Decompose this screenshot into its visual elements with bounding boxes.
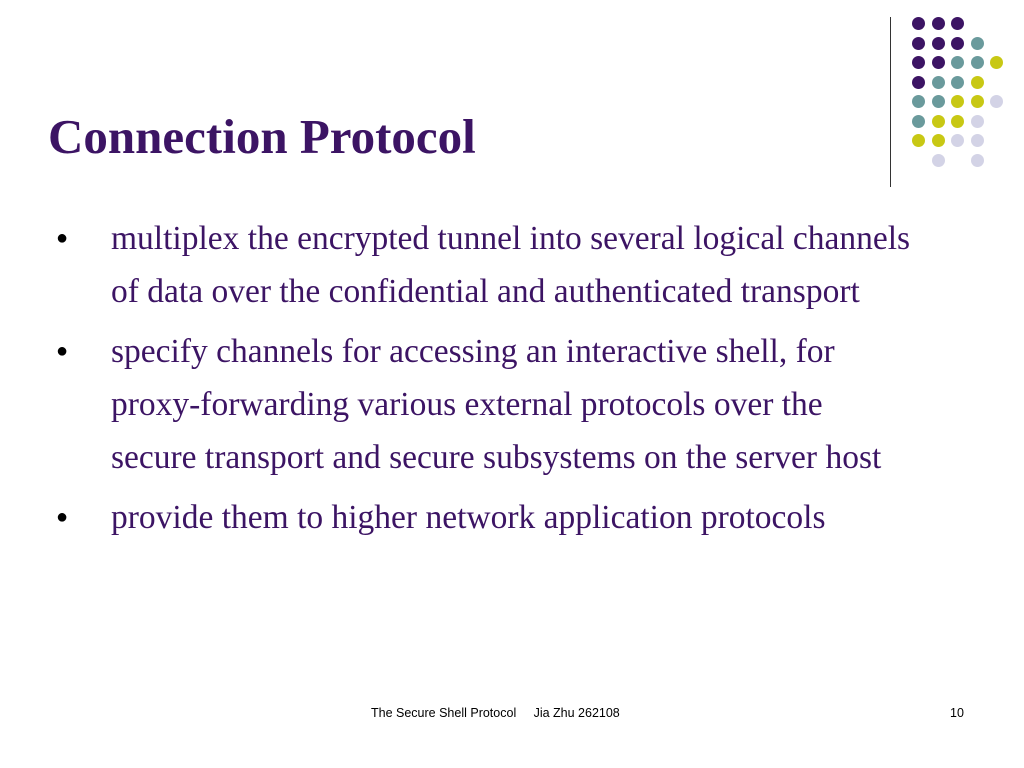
decorative-dot xyxy=(912,56,925,69)
decorative-dot xyxy=(912,95,925,108)
decorative-dot xyxy=(932,95,945,108)
decorative-dot xyxy=(971,76,984,89)
decorative-dot xyxy=(932,115,945,128)
bullet-item xyxy=(56,212,916,318)
bullet-text: specify channels for accessing an interactive shell, for proxy-forwarding various external protocols over the secure transport and secure subsystems on the server host xyxy=(111,333,882,476)
decorative-dot xyxy=(932,154,945,167)
decorative-dot xyxy=(932,76,945,89)
decorative-dot xyxy=(932,37,945,50)
decorative-dot xyxy=(951,115,964,128)
decorative-dot xyxy=(912,17,925,30)
decorative-dot xyxy=(951,56,964,69)
vertical-divider xyxy=(890,17,891,187)
decorative-dot xyxy=(971,56,984,69)
decorative-dot xyxy=(971,134,984,147)
decorative-dot xyxy=(971,95,984,108)
decorative-dot xyxy=(932,17,945,30)
bullet-list xyxy=(56,212,916,551)
decorative-dot xyxy=(990,56,1003,69)
decorative-dot xyxy=(932,134,945,147)
bullet-item xyxy=(56,491,916,544)
decorative-dot xyxy=(932,56,945,69)
slide-title: Connection Protocol xyxy=(48,109,476,164)
decorative-dot-grid xyxy=(0,0,1024,200)
decorative-dot xyxy=(951,134,964,147)
decorative-dot xyxy=(971,154,984,167)
bullet-text: multiplex the encrypted tunnel into several logical channels of data over the confidential and authenticated transport xyxy=(111,220,911,310)
bullet-icon: ● xyxy=(56,340,69,362)
decorative-dot xyxy=(912,134,925,147)
decorative-dot xyxy=(951,76,964,89)
decorative-dot xyxy=(912,76,925,89)
bullet-item xyxy=(56,325,916,484)
decorative-dot xyxy=(971,115,984,128)
footer-text: The Secure Shell Protocol Jia Zhu 262108 xyxy=(371,706,620,720)
decorative-dot xyxy=(951,37,964,50)
decorative-dot xyxy=(951,95,964,108)
decorative-dot xyxy=(990,95,1003,108)
bullet-text: provide them to higher network application protocols xyxy=(111,499,826,536)
decorative-dot xyxy=(912,37,925,50)
bullet-icon: ● xyxy=(56,506,69,528)
decorative-dot xyxy=(951,17,964,30)
page-number: 10 xyxy=(950,706,964,720)
decorative-dot xyxy=(912,115,925,128)
decorative-dot xyxy=(971,37,984,50)
bullet-icon: ● xyxy=(56,227,69,249)
